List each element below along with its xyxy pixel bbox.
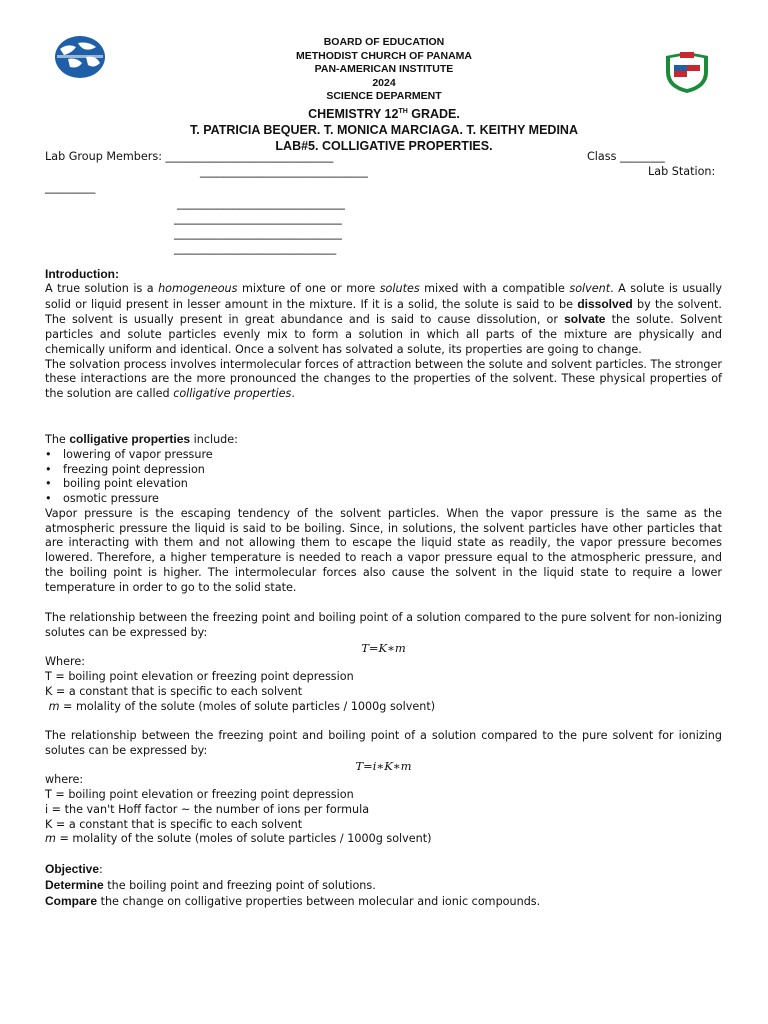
member-2-field[interactable]: ______________________________ [200, 165, 368, 178]
nonionizing-intro: The relationship between the freezing point and boiling point of a solution compared to the pure solvent for non-ionizing solutes can be expressed by: [45, 611, 722, 639]
introduction-section [45, 267, 722, 402]
header-institute: PAN-AMERICAN INSTITUTE [314, 63, 454, 76]
header-course: CHEMISTRY 12TH GRADE. [308, 107, 460, 122]
ionizing-intro: The relationship between the freezing point and boiling point of a solution compared to the pure solvent for ionizing solutes can be expressed by: [45, 729, 722, 757]
definition-k: K = a constant that is specific to each solvent [45, 684, 303, 698]
introduction-heading: Introduction: [45, 267, 119, 281]
intro-paragraph-2: The solvation process involves intermolecular forces of attraction between the solute and solvent particles. The stronger these interactions are the more pronounced the changes to the properties of the solvent. These physical properties of the solution are called colligative properties. [45, 357, 722, 400]
colligative-list [45, 448, 722, 507]
class-field[interactable]: Class ________ [587, 150, 665, 163]
vapor-pressure-paragraph: Vapor pressure is the escaping tendency of the solvent particles. When the vapor pressure is the same as the atmospheric pressure the liquid is said to be boiling. Since, in solutions, the solvent particles have other particles that are interacting with them and not allowing them to escape the liquid state as readily, the vapor pressure becomes lowered. Therefore, a higher temperature is needed to reach a vapor pressure equal to the atmospheric pressure, and the boiling point is higher. The intermolecular forces also cause the solvent in the liquid state to require a lower temperature in order to go to the solid state. [45, 506, 722, 594]
header-lab-title: LAB#5. COLLIGATIVE PROPERTIES. [275, 139, 493, 154]
member-6-field[interactable]: _____________________________ [174, 242, 337, 255]
header-teachers: T. PATRICIA BEQUER. T. MONICA MARCIAGA. T. KEITHY MEDINA [190, 123, 578, 138]
definition-t: T = boiling point elevation or freezing point depression [45, 670, 354, 683]
list-item: • lowering of vapor pressure [45, 448, 722, 463]
lab-station-label: Lab Station: [648, 165, 716, 178]
where-label: where: [45, 773, 84, 787]
list-item: • osmotic pressure [45, 492, 722, 507]
header-year: 2024 [372, 76, 396, 89]
list-item: • freezing point depression [45, 463, 722, 478]
document-header [0, 36, 768, 154]
where-label: Where: [45, 655, 86, 669]
ionizing-formula: T=i∗K∗m [355, 758, 412, 773]
header-board: BOARD OF EDUCATION [323, 36, 445, 48]
header-department: SCIENCE DEPARMENT [326, 90, 442, 103]
members-field[interactable]: Lab Group Members: ______________________________ [45, 150, 334, 163]
definition-i: i = the van't Hoff factor ~ the number of ions per formula [45, 802, 370, 816]
colligative-section [45, 432, 722, 595]
intro-paragraph-1: A true solution is a homogeneous mixture of one or more solutes mixed with a compatible solvent. A solute is usually solid or liquid present in lesser amount in the mixture. If it is a solid, the solute is said to be dissolved by the solvent. The solvent is usually present in great abundance and is said to cause dissolution, or solvate the solute. Solvent particles and solute particles evenly mix to form a solution in which all parts of the mixture are physically and chemically uniform and identical. Once a solvent has solvated a solute, its properties are going to change. [45, 281, 723, 356]
objective-heading: Objective: [45, 862, 103, 876]
member-4-field[interactable]: ______________________________ [174, 212, 342, 225]
header-church: METHODIST CHURCH OF PANAMA [296, 49, 472, 62]
ionizing-section [45, 729, 722, 847]
nonionizing-section [45, 611, 722, 714]
member-5-field[interactable]: ______________________________ [174, 227, 342, 240]
nonionizing-formula: T=K∗m [361, 640, 406, 655]
objective-2: Compare the change on colligative properties between molecular and ionic compounds. [45, 893, 541, 908]
lab-station-field[interactable]: _________ [45, 181, 96, 194]
objective-1: Determine the boiling point and freezing point of solutions. [45, 877, 376, 892]
definition-m: m = molality of the solute (moles of solute particles / 1000g solvent) [48, 699, 436, 713]
list-item: • boiling point elevation [45, 477, 722, 492]
definition-m: m = molality of the solute (moles of solute particles / 1000g solvent) [45, 832, 432, 846]
colligative-lead: The colligative properties include: [45, 432, 238, 446]
definition-k: K = a constant that is specific to each solvent [45, 817, 303, 831]
member-3-field[interactable]: ______________________________ [177, 197, 345, 210]
objective-section [45, 862, 722, 909]
definition-t: T = boiling point elevation or freezing point depression [45, 788, 354, 801]
